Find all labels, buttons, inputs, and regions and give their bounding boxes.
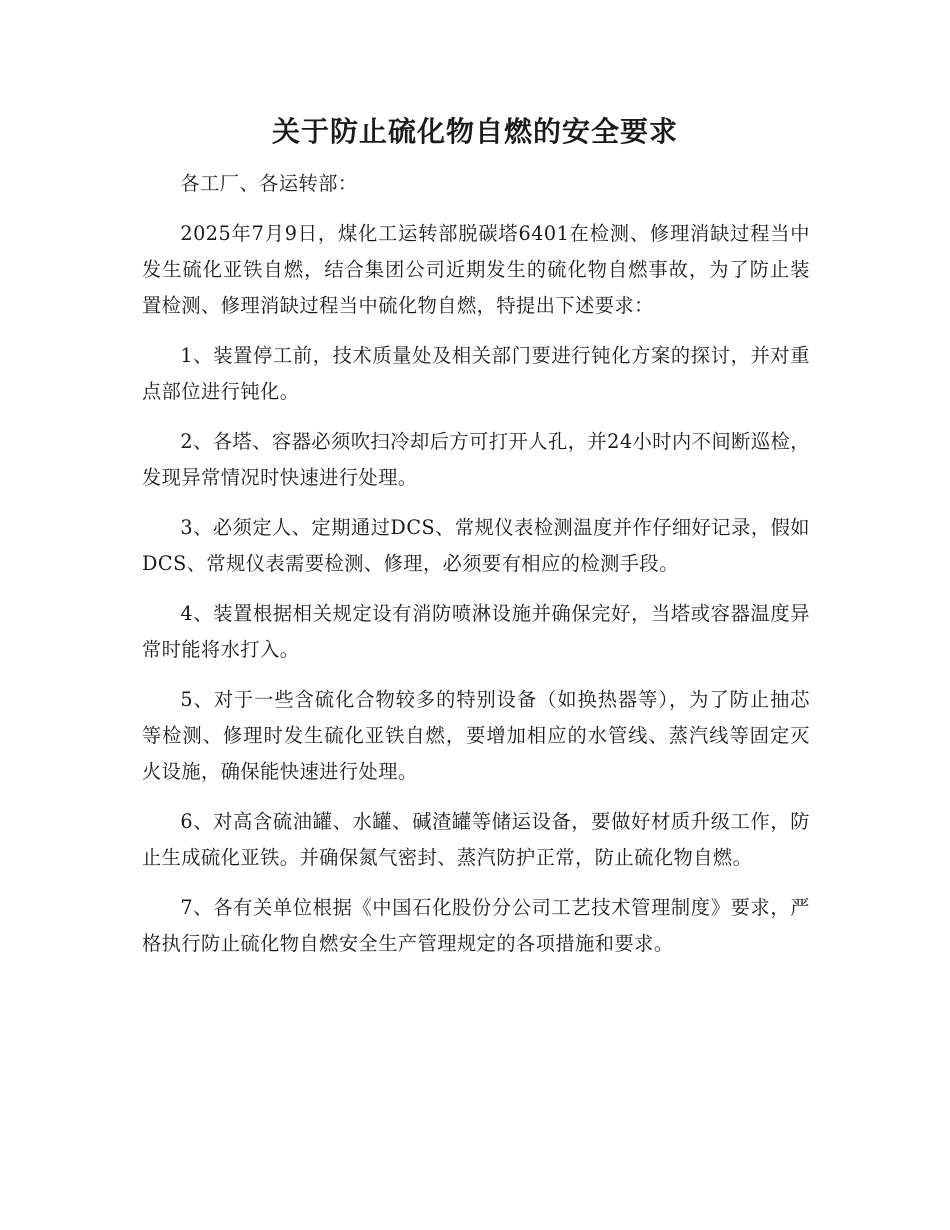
- document-body: [142, 166, 810, 976]
- intro-paragraph: 2025年7月9日，煤化工运转部脱碳塔6401在检测、修理消缺过程当中发生硫化亚铁自燃，结合集团公司近期发生的硫化物自燃事故，为了防止装置检测、修理消缺过程当中硫化物自燃，特提出下述要求：: [142, 222, 810, 317]
- greeting-line: 各工厂、各运转部：: [180, 172, 358, 195]
- requirement-item-3: 3、必须定人、定期通过DCS、常规仪表检测温度并作仔细好记录，假如DCS、常规仪表需要检测、修理，必须要有相应的检测手段。: [142, 516, 810, 575]
- requirement-item-7: 7、各有关单位根据《中国石化股份分公司工艺技术管理制度》要求，严格执行防止硫化物自燃安全生产管理规定的各项措施和要求。: [142, 896, 810, 955]
- requirement-item-1: 1、装置停工前，技术质量处及相关部门要进行钝化方案的探讨，并对重点部位进行钝化。: [142, 344, 810, 403]
- requirement-item-4: 4、装置根据相关规定设有消防喷淋设施并确保完好，当塔或容器温度异常时能将水打入。: [142, 602, 810, 661]
- requirement-item-5: 5、对于一些含硫化合物较多的特别设备（如换热器等），为了防止抽芯等检测、修理时发生硫化亚铁自燃，要增加相应的水管线、蒸汽线等固定灭火设施，确保能快速进行处理。: [142, 688, 810, 783]
- document-title: 关于防止硫化物自燃的安全要求: [271, 115, 678, 148]
- requirement-item-6: 6、对高含硫油罐、水罐、碱渣罐等储运设备，要做好材质升级工作，防止生成硫化亚铁。并确保氮气密封、蒸汽防护正常，防止硫化物自燃。: [142, 810, 810, 869]
- requirement-item-2: 2、各塔、容器必须吹扫冷却后方可打开人孔，并24小时内不间断巡检，发现异常情况时快速进行处理。: [142, 430, 810, 489]
